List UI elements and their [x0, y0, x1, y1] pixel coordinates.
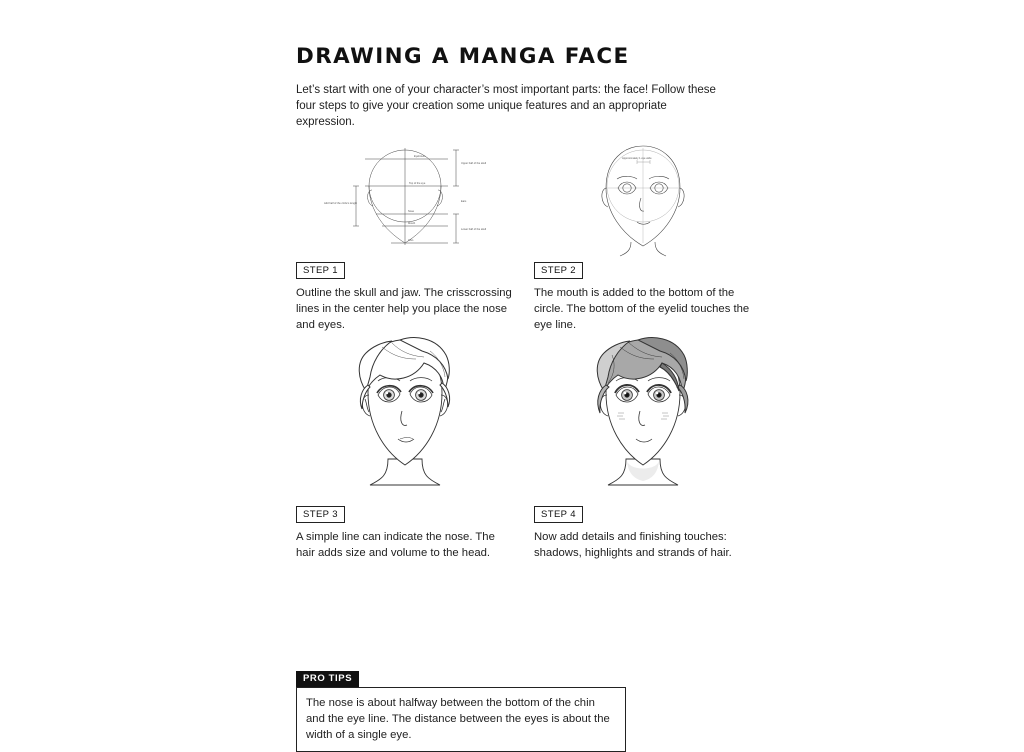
step-3-cell — [296, 334, 514, 561]
skull-construction-diagram — [296, 138, 514, 260]
step-4-badge: STEP 4 — [534, 506, 583, 523]
label-mouth: Mouth — [408, 222, 416, 225]
label-top-of-eye: Top of the eye — [409, 182, 426, 185]
label-upper-half: Upper half of the skull — [461, 162, 487, 165]
step-2-text: The mouth is added to the bottom of the circle. The bottom of the eyelid touches the eye line. — [534, 287, 750, 331]
label-lower-half: Lower half of the skull — [461, 228, 487, 231]
step-2-figure — [534, 138, 752, 260]
page-title: DRAWING A MANGA FACE — [296, 44, 630, 68]
finished-face-shaded — [534, 329, 752, 504]
step-2-badge: STEP 2 — [534, 262, 583, 279]
step-3-badge: STEP 3 — [296, 506, 345, 523]
label-eye-width: Add half of the circle's length — [324, 202, 358, 205]
step-1-badge: STEP 1 — [296, 262, 345, 279]
step-4-cell — [534, 334, 752, 561]
pro-tips-text: The nose is about halfway between the bottom of the chin and the eye line. The distance between the eyes is about the width of a single eye. — [306, 697, 610, 741]
label-chin: Chin — [408, 239, 414, 242]
label-nose: Nose — [408, 210, 415, 213]
step-1-cell — [296, 138, 514, 333]
step-3-text: A simple line can indicate the nose. The hair adds size and volume to the head. — [296, 531, 495, 559]
step-2-cell — [534, 138, 752, 333]
step-4-figure — [534, 334, 752, 504]
intro-paragraph: Let’s start with one of your character’s most important parts: the face! Follow these four steps to give your creation some unique features and an appropriate expression. — [296, 84, 716, 128]
face-features-diagram — [534, 138, 752, 260]
label-ears: Ears — [461, 200, 467, 203]
pro-tips-box — [296, 687, 626, 752]
pro-tips-badge: PRO TIPS — [296, 671, 359, 687]
content-column — [296, 44, 750, 741]
label-eyebrows: Eyebrows — [414, 155, 426, 158]
face-with-hair-lineart — [296, 329, 514, 504]
step-1-figure — [296, 138, 514, 260]
label-eye-spacing: Approximately 1 eye wide — [622, 157, 652, 160]
step-4-text: Now add details and finishing touches: shadows, highlights and strands of hair. — [534, 531, 732, 559]
step-1-text: Outline the skull and jaw. The crisscrossing lines in the center help you place the nose and eyes. — [296, 287, 512, 331]
step-3-figure — [296, 334, 514, 504]
pro-tips-section — [296, 668, 646, 752]
